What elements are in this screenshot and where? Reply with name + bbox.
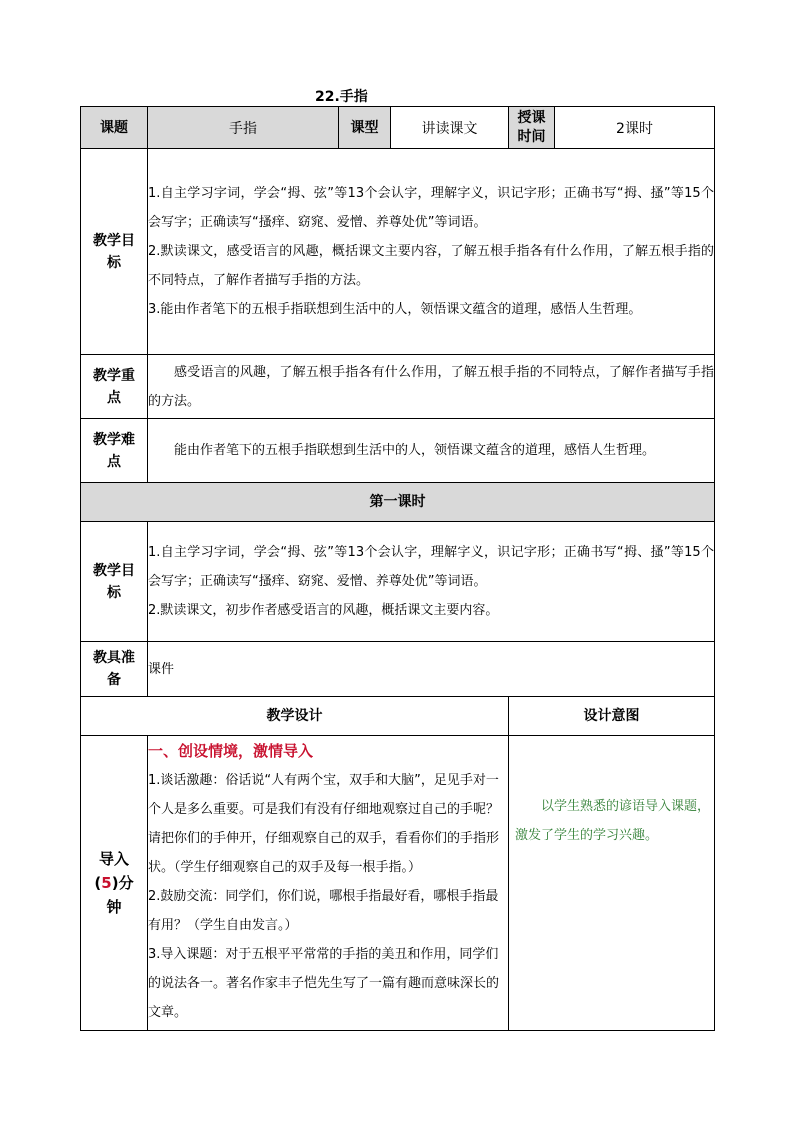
lesson1-banner-row [81,483,715,522]
tools-label: 教具准备 [81,642,148,697]
design-step: 2.鼓励交流：同学们，你们说，哪根手指最好看，哪根手指最有用？（学生自由发言。） [148,889,499,933]
tools-row [81,642,715,697]
design-header-row [81,697,715,736]
goals-content [148,149,715,355]
goal-item: 1.自主学习字词，学会“拇、弦”等13个会认字，理解字义，识记字形；正确书写“拇、搔”等15个会写字；正确读写“搔痒、窈窕、爱憎、养尊处优”等词语。 [148,545,714,589]
stage-label: 导入 (5)分 钟 [81,736,148,1031]
lesson1-goals-label: 教学目标 [81,522,148,642]
goal-item: 1.自主学习字词，学会“拇、弦”等13个会认字，理解字义，识记字形；正确书写“拇、搔”等15个会写字；正确读写“搔痒、窈窕、爱憎、养尊处优”等词语。 [148,186,714,230]
key-points-content: 感受语言的风趣，了解五根手指各有什么作用，了解五根手指的不同特点，了解作者描写手指的方法。 [148,355,715,419]
document-title: 22.手指 [315,89,368,105]
difficulties-row [81,419,715,483]
stage-minutes: 5 [101,874,112,892]
time-label: 授课时间 [509,107,555,149]
difficulties-label: 教学难点 [81,419,148,483]
lesson1-goals-row [81,522,715,642]
goals-label: 教学目标 [81,149,148,355]
goal-item: 3.能由作者笔下的五根手指联想到生活中的人，领悟课文蕴含的道理，感悟人生哲理。 [148,302,642,317]
difficulties-content: 能由作者笔下的五根手指联想到生活中的人，领悟课文蕴含的道理，感悟人生哲理。 [148,419,715,483]
time-value: 2课时 [555,107,715,149]
tools-value: 课件 [148,642,715,697]
goal-item: 2.默读课文，感受语言的风趣，概括课文主要内容，了解五根手指各有什么作用，了解五根手指的不同特点，了解作者描写手指的方法。 [148,244,714,288]
lesson1-title: 第一课时 [81,483,715,522]
design-content [148,736,509,1031]
goal-item: 2.默读课文，初步作者感受语言的风趣，概括课文主要内容。 [148,603,499,618]
design-body-row [81,736,715,1031]
lesson-plan-table [80,106,715,1031]
header-row [81,107,715,149]
design-header: 教学设计 [81,697,509,736]
lesson1-goals-content [148,522,715,642]
intent-content: 以学生熟悉的谚语导入课题，激发了学生的学习兴趣。 [509,736,715,1031]
intent-header: 设计意图 [509,697,715,736]
design-step: 3.导入课题：对于五根平平常常的手指的美丑和作用，同学们的说法各一。著名作家丰子恺先生写了一篇有趣而意味深长的文章。 [148,947,500,1020]
type-value: 讲读课文 [391,107,509,149]
key-points-row [81,355,715,419]
type-label: 课型 [339,107,391,149]
design-step: 1.谈话激趣：俗话说“人有两个宝，双手和大脑”，足见手对一个人是多么重要。可是我们有没有仔细地观察过自己的手呢？请把你们的手伸开，仔细观察自己的双手，看看你们的手指形状。（学生仔细观察自己的双手及每一根手指。） [148,773,500,875]
topic-value: 手指 [148,107,339,149]
key-points-label: 教学重点 [81,355,148,419]
topic-label: 课题 [81,107,148,149]
goals-row [81,149,715,355]
section-title: 一、创设情境，激情导入 [148,742,314,760]
